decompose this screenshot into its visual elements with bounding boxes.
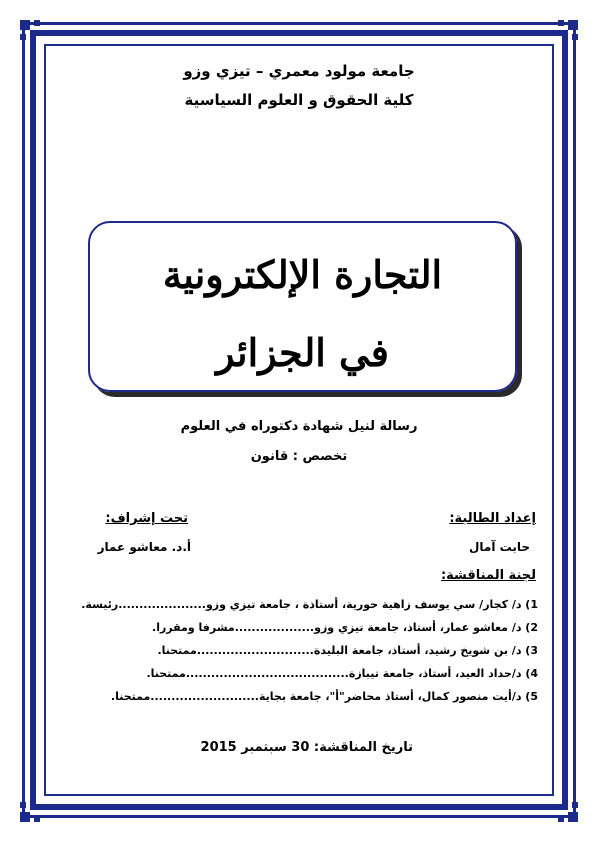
corner-ornament-top-right <box>538 20 578 60</box>
prepared-by-label: إعداد الطالبة: <box>449 511 536 526</box>
faculty-name: كلية الحقوق و العلوم السياسية <box>184 91 414 109</box>
corner-ornament-top-left <box>20 20 60 60</box>
committee-member: 1) د/ كجار/ سي يوسف زاهية حورية، أستاذة ، جامعة تيزي وزو.....................رئيسة. <box>81 598 538 611</box>
university-name: جامعة مولود معمري – تيزي وزو <box>183 62 415 80</box>
thesis-purpose: رسالة لنيل شهادة دكتوراه في العلوم <box>180 419 418 434</box>
thesis-specialty: تخصص : قانون <box>250 449 348 464</box>
thesis-title-line-2: في الجزائر <box>216 330 389 375</box>
defense-date: تاريخ المناقشة: 30 سبتمبر 2015 <box>200 740 413 755</box>
corner-ornament-bottom-left <box>20 782 60 822</box>
thesis-title-line-1: التجارة الإلكترونية <box>162 252 443 297</box>
student-name: حابت آمال <box>468 540 530 554</box>
corner-ornament-bottom-right <box>538 782 578 822</box>
committee-list <box>81 596 538 711</box>
supervision-label: تحت إشراف: <box>105 511 188 526</box>
committee-member: 2) د/ معاشو عمار، أستاذ، جامعة تيزي وزو...................مشرفا ومقررا. <box>152 621 538 634</box>
committee-label: لجنة المناقشة: <box>440 568 536 583</box>
committee-member: 5) د/أيت منصور كمال، أستاذ محاضر"أ"، جامعة بجاية..........................ممتحنا. <box>110 690 538 703</box>
committee-member: 4) د/حداد العيد، أستاذ، جامعة تيبازة.......................................ممتحنا. <box>146 667 538 680</box>
committee-member: 3) د/ بن شويخ رشيد، أستاذ، جامعة البليدة............................ممتحنا. <box>157 644 538 657</box>
supervisor-name: أ.د. معاشو عمار <box>97 540 191 554</box>
